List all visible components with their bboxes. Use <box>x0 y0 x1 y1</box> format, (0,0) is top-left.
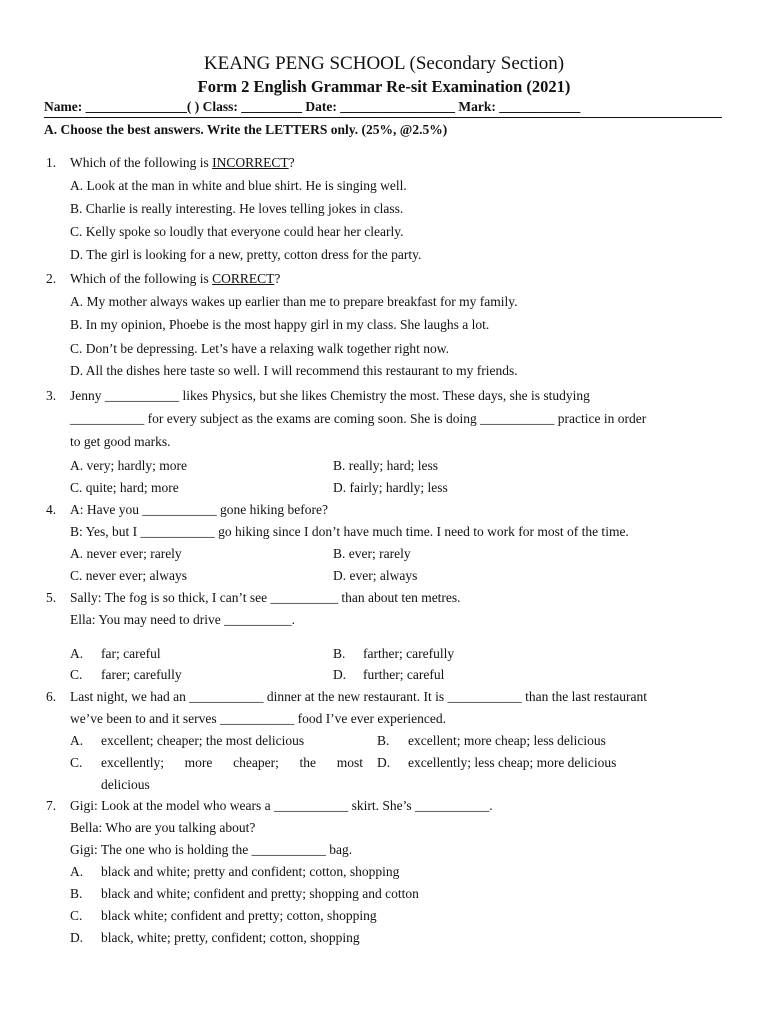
q5-option-a: far; careful <box>101 646 161 661</box>
q5-option-d-letter: D. <box>333 667 347 682</box>
q7-option-a: black and white; pretty and confident; cotton, shopping <box>101 864 400 879</box>
q5-number: 5. <box>46 590 57 605</box>
q6-option-c: excellently; more cheaper; the most <box>101 755 363 770</box>
q7-option-d-letter: D. <box>70 930 84 945</box>
q1-stem-pre: Which of the following is <box>70 155 213 170</box>
q6-option-b: excellent; more cheap; less delicious <box>408 733 606 748</box>
q6-option-a-letter: A. <box>70 733 84 748</box>
q4-stem-line-1: A: Have you ___________ gone hiking before? <box>70 502 328 517</box>
q2-option-a: A. My mother always wakes up earlier than me to prepare breakfast for my family. <box>70 294 518 309</box>
q4-option-d: D. ever; always <box>333 568 418 583</box>
q4-option-b: B. ever; rarely <box>333 546 411 561</box>
q7-option-a-letter: A. <box>70 864 84 879</box>
q2-option-c: C. Don’t be depressing. Let’s have a relaxing walk together right now. <box>70 341 450 356</box>
q2-stem-post: ? <box>274 271 281 286</box>
q1-option-d: D. The girl is looking for a new, pretty, cotton dress for the party. <box>70 247 422 262</box>
q5-stem-line-1: Sally: The fog is so thick, I can’t see __________ than about ten metres. <box>70 590 461 605</box>
q2-stem <box>70 271 280 287</box>
q7-stem-line-1: Gigi: Look at the model who wears a ___________ skirt. She’s ___________. <box>70 798 493 813</box>
q3-option-d: D. fairly; hardly; less <box>333 480 448 495</box>
q2-number: 2. <box>46 271 57 286</box>
q5-option-b: farther; carefully <box>363 646 455 661</box>
q2-option-b: B. In my opinion, Phoebe is the most happy girl in my class. She laughs a lot. <box>70 317 490 332</box>
q6-stem-line-2: we’ve been to and it serves ___________ food I’ve ever experienced. <box>70 711 446 726</box>
q1-option-c: C. Kelly spoke so loudly that everyone could hear her clearly. <box>70 224 404 239</box>
q5-stem-line-2: Ella: You may need to drive __________. <box>70 612 295 627</box>
q3-number: 3. <box>46 388 57 403</box>
q6-option-d: excellently; less cheap; more delicious <box>408 755 617 770</box>
q7-number: 7. <box>46 798 57 813</box>
q6-stem-line-1: Last night, we had an ___________ dinner at the new restaurant. It is ___________ than the last restaurant <box>70 689 647 704</box>
q3-option-b: B. really; hard; less <box>333 458 438 473</box>
header-divider <box>44 117 722 118</box>
q4-option-c: C. never ever; always <box>70 568 187 583</box>
exam-title: Form 2 English Grammar Re-sit Examination (2021) <box>197 77 571 96</box>
q7-stem-line-3: Gigi: The one who is holding the ___________ bag. <box>70 842 353 857</box>
q3-option-a: A. very; hardly; more <box>70 458 187 473</box>
q1-stem-post: ? <box>288 155 295 170</box>
q5-option-c: farer; carefully <box>101 667 182 682</box>
q2-option-d: D. All the dishes here taste so well. I will recommend this restaurant to my friends. <box>70 363 518 378</box>
q7-option-b-letter: B. <box>70 886 83 901</box>
q6-option-a: excellent; cheaper; the most delicious <box>101 733 305 748</box>
q7-stem-line-2: Bella: Who are you talking about? <box>70 820 256 835</box>
section-a-title: A. Choose the best answers. Write the LETTERS only. (25%, @2.5%) <box>44 122 448 137</box>
q6-option-b-letter: B. <box>377 733 390 748</box>
q7-option-b: black and white; confident and pretty; shopping and cotton <box>101 886 419 901</box>
q5-option-b-letter: B. <box>333 646 346 661</box>
q4-option-a: A. never ever; rarely <box>70 546 182 561</box>
q1-stem-key: INCORRECT <box>212 155 289 170</box>
student-info-fields: Name: _______________( ) Class: _________ Date: _________________ Mark: ____________ <box>44 99 581 114</box>
q6-option-c-continued: delicious <box>101 777 150 792</box>
q5-option-d: further; careful <box>363 667 445 682</box>
q3-option-c: C. quite; hard; more <box>70 480 179 495</box>
q4-stem-line-2: B: Yes, but I ___________ go hiking since I don’t have much time. I need to work for most of the time. <box>70 524 629 539</box>
q6-option-d-letter: D. <box>377 755 391 770</box>
q1-option-b: B. Charlie is really interesting. He loves telling jokes in class. <box>70 201 404 216</box>
q6-option-c-letter: C. <box>70 755 83 770</box>
q5-option-a-letter: A. <box>70 646 84 661</box>
q2-stem-key: CORRECT <box>212 271 275 286</box>
school-title: KEANG PENG SCHOOL (Secondary Section) <box>203 53 565 74</box>
q2-stem-pre: Which of the following is <box>70 271 213 286</box>
q1-option-a: A. Look at the man in white and blue shirt. He is singing well. <box>70 178 407 193</box>
q3-stem-line-2: ___________ for every subject as the exams are coming soon. She is doing ___________ practice in order <box>70 411 647 426</box>
q3-stem-line-1: Jenny ___________ likes Physics, but she likes Chemistry the most. These days, she is studying <box>70 388 590 403</box>
q7-option-d: black, white; pretty, confident; cotton, shopping <box>101 930 360 945</box>
q5-option-c-letter: C. <box>70 667 83 682</box>
q6-number: 6. <box>46 689 57 704</box>
q7-option-c: black white; confident and pretty; cotton, shopping <box>101 908 377 923</box>
q1-stem <box>70 155 295 171</box>
q4-number: 4. <box>46 502 57 517</box>
q3-stem-line-3: to get good marks. <box>70 434 171 449</box>
q1-number: 1. <box>46 155 57 170</box>
q7-option-c-letter: C. <box>70 908 83 923</box>
